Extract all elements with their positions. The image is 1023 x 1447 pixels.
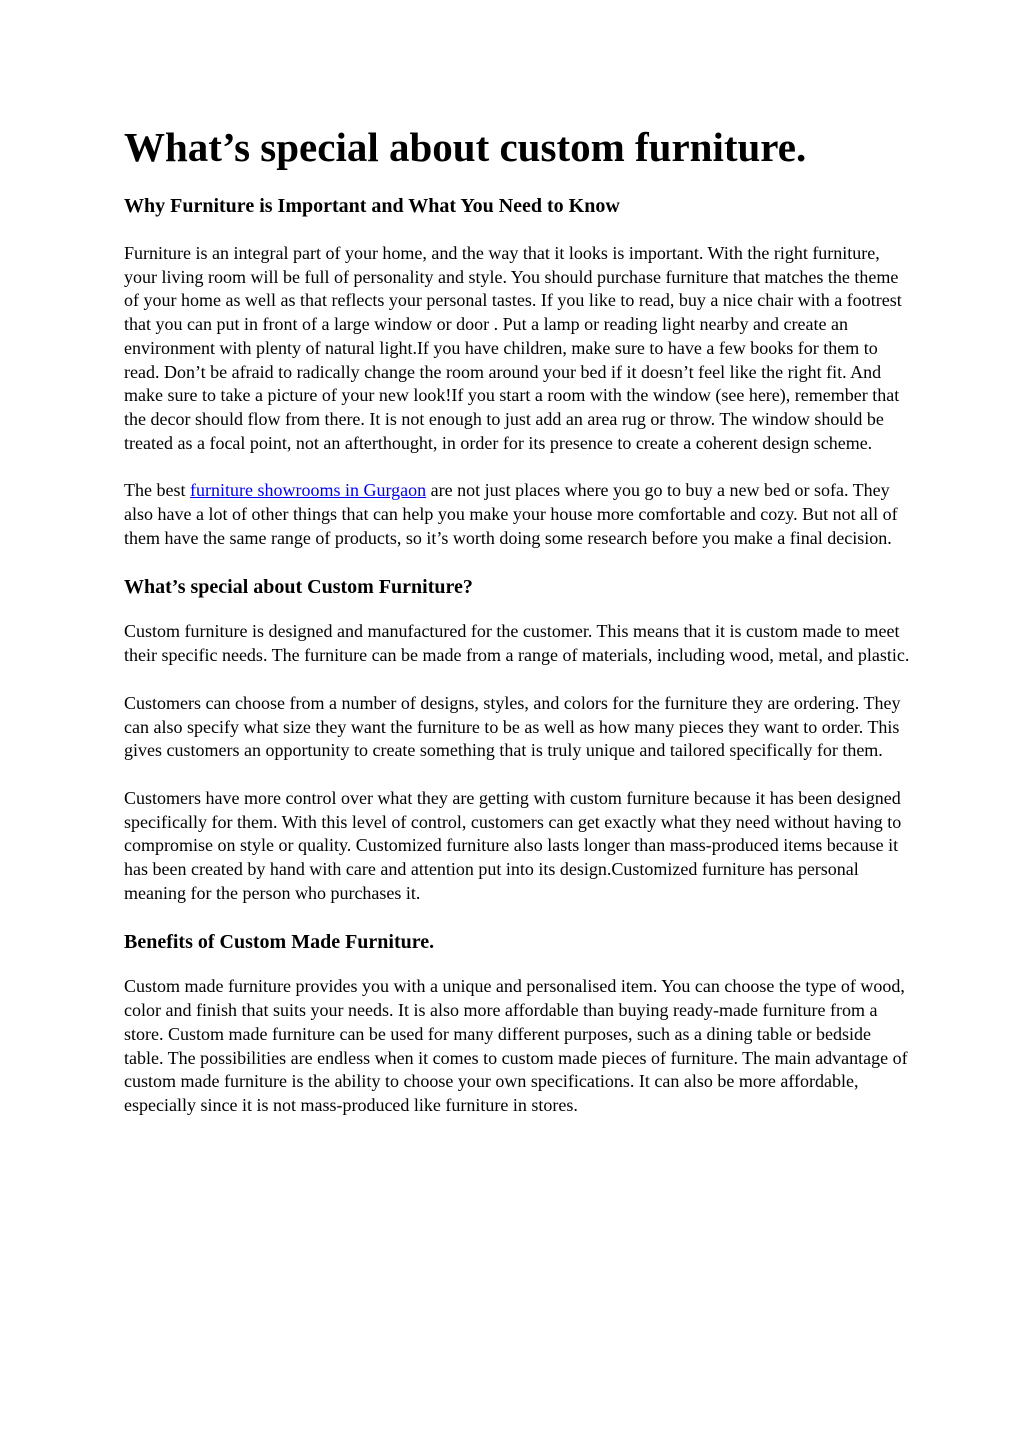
paragraph-best-showrooms	[124, 479, 914, 550]
furniture-showrooms-link[interactable]: furniture showrooms in Gurgaon	[189, 480, 427, 501]
document-title: What’s special about custom furniture.	[124, 124, 807, 170]
section-heading-benefits: Benefits of Custom Made Furniture.	[124, 931, 435, 954]
section-heading-why-furniture: Why Furniture is Important and What You Need to Know	[124, 195, 620, 217]
paragraph-furniture-integral: Furniture is an integral part of your home, and the way that it looks is important. With the right furniture, your living room will be full of personality and style. You should purchase furniture that matches the theme of your home as well as that reflects your personal tastes. If you like to read, buy a nice chair with a footrest that you can put in front of a large window or door . Put a lamp or reading light nearby and create an environment with plenty of natural light.If you have children, make sure to have a few books for them to read. Don’t be afraid to radically change the room around your bed if it doesn’t feel like the right fit. And make sure to take a picture of your new look!If you start a room with the window (see here), remember that the decor should flow from there. It is not enough to just add an area rug or throw. The window should be treated as a focal point, not an afterthought, in order for its presence to create a coherent design scheme.	[124, 243, 902, 453]
document-page	[124, 122, 914, 1118]
section-heading-special-custom: What’s special about Custom Furniture?	[124, 576, 473, 599]
paragraph-custom-designed: Custom furniture is designed and manufactured for the customer. This means that it is custom made to meet their specific needs. The furniture can be made from a range of materials, including wood, metal, and plastic.	[124, 621, 910, 666]
paragraph-custom-made-benefits: Custom made furniture provides you with a unique and personalised item. You can choose the type of wood, color and finish that suits your needs. It is also more affordable than buying ready-made furniture from a store. Custom made furniture can be used for many different purposes, such as a dining table or bedside table. The possibilities are endless when it comes to custom made pieces of furniture. The main advantage of custom made furniture is the ability to choose your own specifications. It can also be more affordable, especially since it is not mass-produced like furniture in stores.	[124, 976, 908, 1115]
paragraph-customers-choose: Customers can choose from a number of designs, styles, and colors for the furniture they are ordering. They can also specify what size they want the furniture to be as well as how many pieces they want to order. This gives customers an opportunity to create something that is truly unique and tailored specifically for them.	[124, 692, 901, 761]
paragraph-text-before-link: The best	[124, 480, 190, 501]
paragraph-customers-control: Customers have more control over what they are getting with custom furniture because it has been designed specifically for them. With this level of control, customers can get exactly what they need without having to compromise on style or quality. Customized furniture also lasts longer than mass-produced items because it has been created by hand with care and attention put into its design.Customized furniture has personal meaning for the person who purchases it.	[124, 787, 902, 903]
paragraph-text-after-link: are not just places where you go to buy a new bed or sofa. They also have a lot of other things that can help you make your house more comfortable and cozy. But not all of them have the same range of products, so it’s worth doing some research before you make a final decision.	[124, 480, 898, 548]
